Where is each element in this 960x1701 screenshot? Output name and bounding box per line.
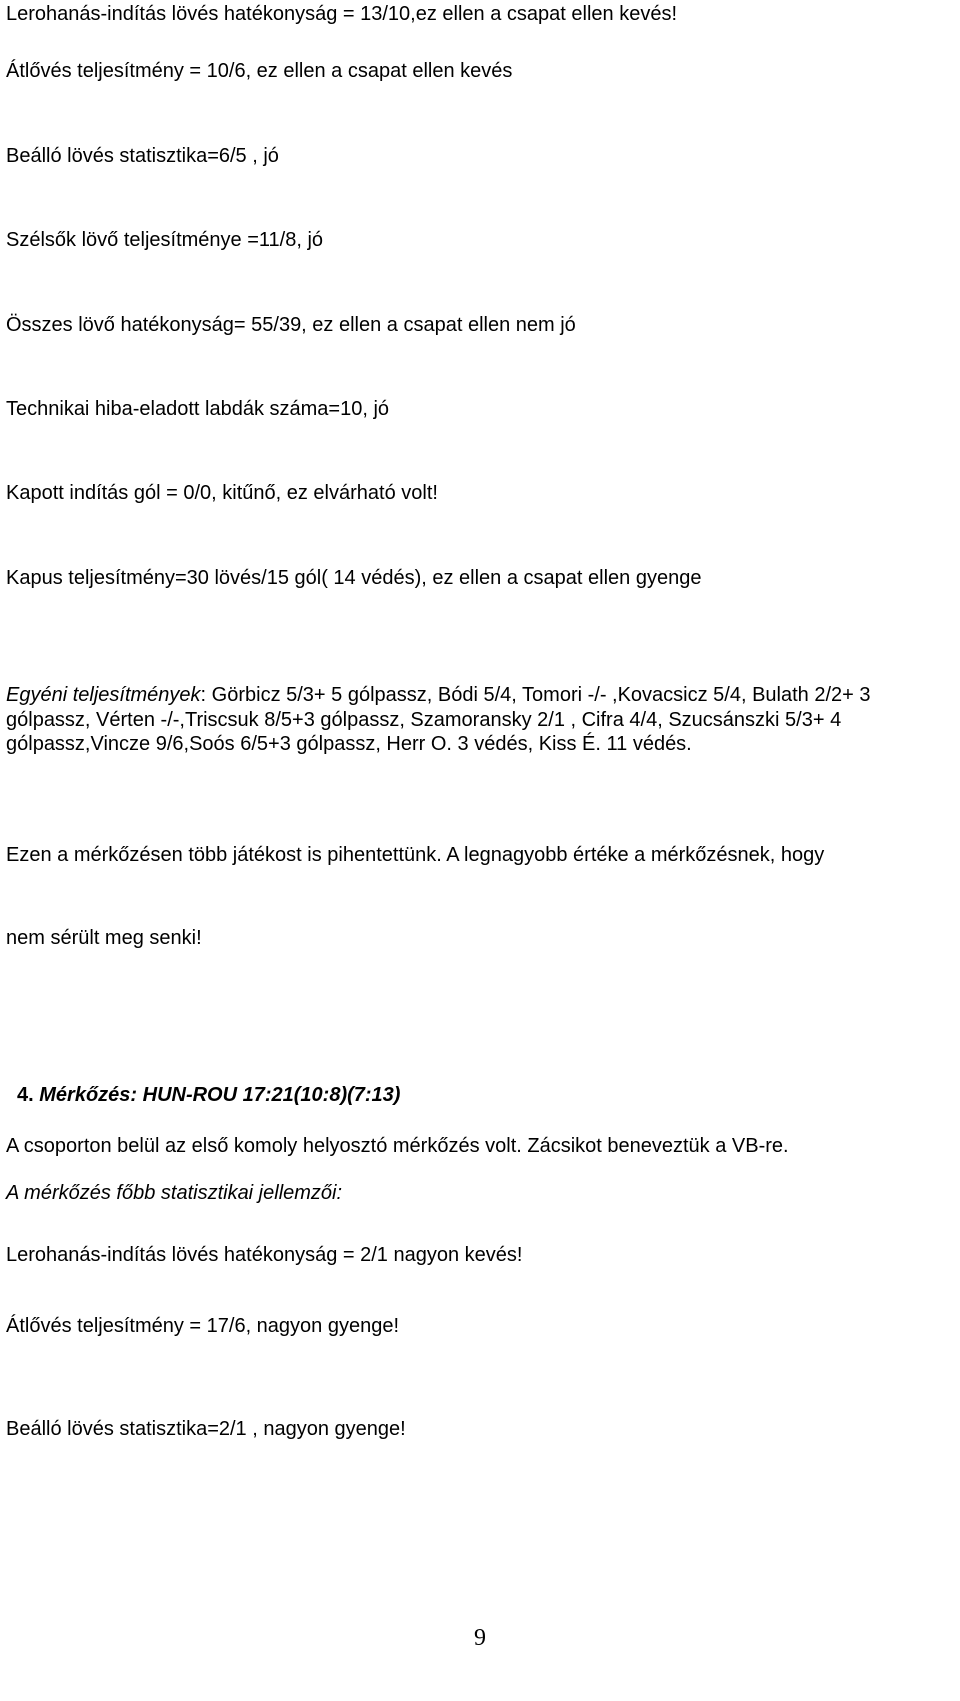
match-heading <box>17 1083 400 1107</box>
individual-performance-paragraph <box>6 683 946 757</box>
stat-line-conceded: Kapott indítás gól = 0/0, kitűnő, ez elvárható volt! <box>6 482 438 504</box>
match-heading-text: Mérkőzés: HUN-ROU 17:21(10:8)(7:13) <box>39 1084 401 1106</box>
stat-line-total: Összes lövő hatékonyság= 55/39, ez ellen a csapat ellen nem jó <box>6 314 576 336</box>
stat-line-pivot-2: Beálló lövés statisztika=2/1 , nagyon gyenge! <box>6 1418 406 1440</box>
page-number: 9 <box>474 1625 486 1651</box>
stat-line-backcourt-2: Átlővés teljesítmény = 17/6, nagyon gyenge! <box>6 1315 400 1337</box>
stat-line-pivot: Beálló lövés statisztika=6/5 , jó <box>6 145 279 167</box>
individual-performance-text: : Görbicz 5/3+ 5 gólpassz, Bódi 5/4, Tomori -/- ,Kovacsicz 5/4, Bulath 2/2+ 3 gólpassz, Vérten -/-,Triscsuk 8/5+3 gólpassz, Szamoransky 2/1 , Cifra 4/4, Szucsánszki 5/3+ 4 gólpassz,Vincze 9/6,Soós 6/5+3 gólpassz, Herr O. 3 védés, Kiss É. 11 védés. <box>6 684 871 755</box>
stat-line-backcourt: Átlővés teljesítmény = 10/6, ez ellen a csapat ellen kevés <box>6 60 513 82</box>
individual-performance-label: Egyéni teljesítmények <box>6 684 201 706</box>
stat-line-wing: Szélsők lövő teljesítménye =11/8, jó <box>6 229 324 251</box>
stat-line-fastbreak: Lerohanás-indítás lövés hatékonyság = 13/10,ez ellen a csapat ellen kevés! <box>6 3 677 25</box>
rest-line-1: Ezen a mérkőzésen több játékost is pihentettünk. A legnagyobb értéke a mérkőzésnek, hogy <box>6 844 825 866</box>
stat-line-fastbreak-2: Lerohanás-indítás lövés hatékonyság = 2/1 nagyon kevés! <box>6 1244 523 1266</box>
stat-line-goalkeeper: Kapus teljesítmény=30 lövés/15 gól( 14 védés), ez ellen a csapat ellen gyenge <box>6 567 702 589</box>
stats-heading: A mérkőzés főbb statisztikai jellemzői: <box>6 1182 343 1204</box>
match-heading-number: 4. <box>17 1084 34 1106</box>
group-text: A csoporton belül az első komoly helyosztó mérkőzés volt. Zácsikot beneveztük a VB-re. <box>6 1135 789 1157</box>
stat-line-technical-errors: Technikai hiba-eladott labdák száma=10, jó <box>6 398 390 420</box>
rest-line-2: nem sérült meg senki! <box>6 927 202 949</box>
